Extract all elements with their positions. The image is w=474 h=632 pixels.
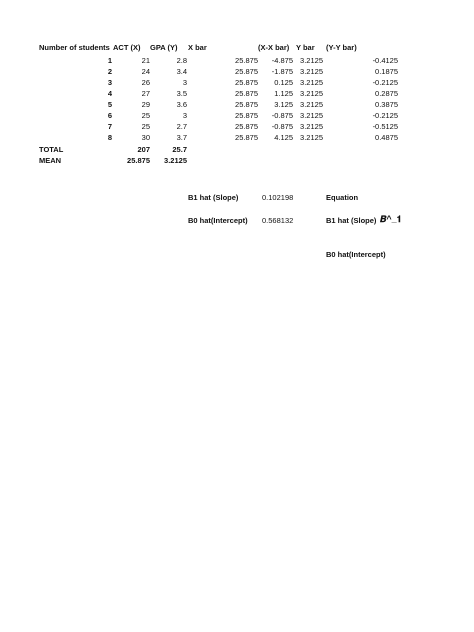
cell-student: 5 <box>107 100 112 109</box>
cell-gpa: 3.6 <box>176 100 187 109</box>
cell-ybar: 3.2125 <box>300 100 323 109</box>
cell-student: 7 <box>107 122 112 131</box>
cell-xbar: 25.875 <box>235 100 258 109</box>
cell-student: 3 <box>107 78 112 87</box>
cell-x-minus-xbar: 3.125 <box>274 100 293 109</box>
header-gpa: GPA (Y) <box>150 43 178 52</box>
cell-act: 27 <box>141 89 150 98</box>
eq-b0-label: B0 hat(Intercept) <box>326 250 386 259</box>
header-y-minus-ybar: (Y-Y bar) <box>326 43 357 52</box>
cell-gpa: 3 <box>182 111 187 120</box>
cell-gpa: 2.8 <box>176 56 187 65</box>
cell-act: 21 <box>141 56 150 65</box>
cell-student: 2 <box>107 67 112 76</box>
total-act: 207 <box>137 145 150 154</box>
cell-x-minus-xbar: -1.875 <box>271 67 293 76</box>
mean-label: MEAN <box>39 156 62 165</box>
b1-value: 0.102198 <box>262 193 294 202</box>
cell-y-minus-ybar: 0.2875 <box>375 89 398 98</box>
eq-b1-label: B1 hat (Slope) <box>326 216 377 225</box>
cell-gpa: 3.4 <box>176 67 187 76</box>
cell-ybar: 3.2125 <box>300 89 323 98</box>
cell-x-minus-xbar: 1.125 <box>274 89 293 98</box>
cell-gpa: 3 <box>182 78 187 87</box>
cell-xbar: 25.875 <box>235 78 258 87</box>
cell-ybar: 3.2125 <box>300 133 323 142</box>
header-act: ACT (X) <box>113 43 141 52</box>
cell-y-minus-ybar: -0.5125 <box>372 122 398 131</box>
cell-student: 8 <box>107 133 112 142</box>
cell-xbar: 25.875 <box>235 56 258 65</box>
cell-ybar: 3.2125 <box>300 67 323 76</box>
cell-x-minus-xbar: -0.875 <box>271 111 293 120</box>
cell-xbar: 25.875 <box>235 122 258 131</box>
cell-gpa: 2.7 <box>176 122 187 131</box>
header-x-minus-xbar: (X-X bar) <box>258 43 290 52</box>
cell-x-minus-xbar: 0.125 <box>274 78 293 87</box>
cell-ybar: 3.2125 <box>300 122 323 131</box>
cell-ybar: 3.2125 <box>300 78 323 87</box>
b1-label: B1 hat (Slope) <box>188 193 239 202</box>
cell-x-minus-xbar: 4.125 <box>274 133 293 142</box>
mean-act: 25.875 <box>127 156 150 165</box>
cell-act: 29 <box>141 100 150 109</box>
cell-ybar: 3.2125 <box>300 56 323 65</box>
cell-act: 24 <box>141 67 150 76</box>
header-ybar: Y bar <box>296 43 315 52</box>
cell-act: 25 <box>141 111 150 120</box>
cell-x-minus-xbar: -0.875 <box>271 122 293 131</box>
cell-student: 1 <box>107 56 112 65</box>
cell-xbar: 25.875 <box>235 89 258 98</box>
header-students: Number of students <box>39 43 110 52</box>
cell-xbar: 25.875 <box>235 133 258 142</box>
mean-gpa: 3.2125 <box>164 156 187 165</box>
cell-act: 25 <box>141 122 150 131</box>
cell-y-minus-ybar: 0.4875 <box>375 133 398 142</box>
cell-y-minus-ybar: 0.3875 <box>375 100 398 109</box>
equation-label: Equation <box>326 193 359 202</box>
cell-y-minus-ybar: -0.2125 <box>372 78 398 87</box>
cell-y-minus-ybar: -0.2125 <box>372 111 398 120</box>
cell-x-minus-xbar: -4.875 <box>271 56 293 65</box>
cell-xbar: 25.875 <box>235 111 258 120</box>
cell-xbar: 25.875 <box>235 67 258 76</box>
cell-student: 4 <box>107 89 112 98</box>
cell-gpa: 3.7 <box>176 133 187 142</box>
b0-value: 0.568132 <box>262 216 294 225</box>
b0-label: B0 hat(Intercept) <box>188 216 248 225</box>
cell-gpa: 3.5 <box>176 89 187 98</box>
b1-symbol: 𝑩^_𝟏 <box>380 214 402 224</box>
cell-act: 26 <box>141 78 150 87</box>
cell-student: 6 <box>107 111 112 120</box>
cell-ybar: 3.2125 <box>300 111 323 120</box>
total-gpa: 25.7 <box>172 145 187 154</box>
total-label: TOTAL <box>39 145 64 154</box>
cell-act: 30 <box>141 133 150 142</box>
header-xbar: X bar <box>188 43 207 52</box>
cell-y-minus-ybar: -0.4125 <box>372 56 398 65</box>
cell-y-minus-ybar: 0.1875 <box>375 67 398 76</box>
